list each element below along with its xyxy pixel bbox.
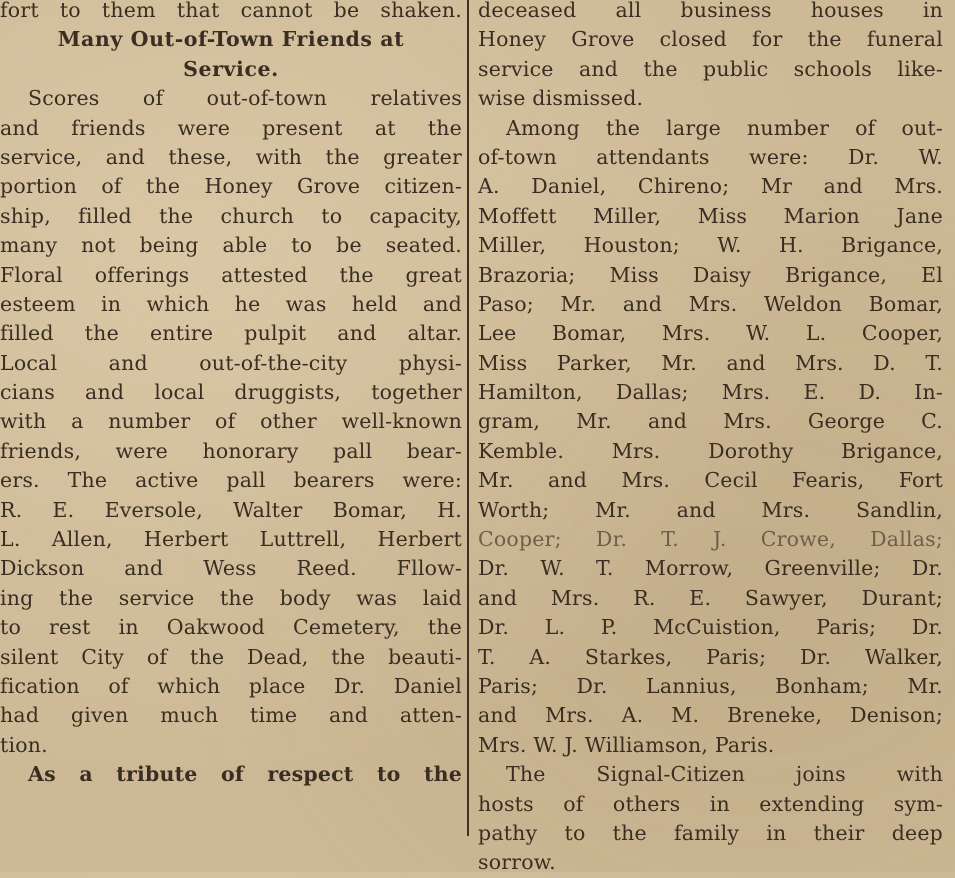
text-line: fort to them that cannot be shaken. — [0, 0, 462, 22]
text-line: A. Daniel, Chireno; Mr and Mrs. — [478, 174, 943, 199]
text-line: T. A. Starkes, Paris; Dr. Walker, — [478, 644, 943, 669]
text-line: Miss Parker, Mr. and Mrs. D. T. — [478, 350, 943, 375]
text-line: filled the entire pulpit and altar. — [0, 321, 462, 346]
text-line: ers. The active pall bearers were: — [0, 468, 462, 493]
text-line: Among the large number of out- — [506, 115, 943, 140]
text-line: sorrow. — [478, 850, 556, 875]
text-line: Kemble. Mrs. Dorothy Brigance, — [478, 438, 943, 463]
text-line: and friends were present at the — [0, 115, 462, 140]
text-line: Worth; Mr. and Mrs. Sandlin, — [478, 497, 943, 522]
text-line: with a number of other well-known — [0, 409, 462, 434]
text-line: portion of the Honey Grove citizen- — [0, 174, 462, 199]
column-divider — [467, 0, 469, 836]
text-line: Paso; Mr. and Mrs. Weldon Bomar, — [478, 291, 943, 316]
text-line: Honey Grove closed for the funeral — [478, 27, 943, 52]
text-line: Brazoria; Miss Daisy Brigance, El — [478, 262, 943, 287]
subheading-line: Service. — [183, 56, 279, 81]
text-line: many not being able to be seated. — [0, 233, 462, 258]
text-line: service and the public schools like- — [478, 56, 943, 81]
text-line: Mrs. W. J. Williamson, Paris. — [478, 732, 775, 757]
text-line: had given much time and atten- — [0, 703, 462, 728]
text-line: The Signal-Citizen joins with — [506, 762, 943, 787]
right-column — [478, 0, 943, 878]
text-line: friends, were honorary pall bear- — [0, 438, 462, 463]
text-line: As a tribute of respect to the — [28, 762, 462, 787]
text-line: service, and these, with the greater — [0, 144, 462, 169]
text-line: Dr. W. T. Morrow, Greenville; Dr. — [478, 556, 943, 581]
text-line: silent City of the Dead, the beauti- — [0, 644, 462, 669]
text-line: ing the service the body was laid — [0, 585, 462, 610]
text-line: Cooper; Dr. T. J. Crowe, Dallas; — [478, 527, 943, 552]
text-line: to rest in Oakwood Cemetery, the — [0, 615, 462, 640]
text-line: Hamilton, Dallas; Mrs. E. D. In- — [478, 380, 943, 405]
text-line: and Mrs. A. M. Breneke, Denison; — [478, 703, 943, 728]
text-line: Floral offerings attested the great — [0, 262, 462, 287]
text-line: deceased all business houses in — [478, 0, 943, 22]
text-line: Scores of out-of-town relatives — [28, 86, 462, 111]
subheading-line: Many Out-of-Town Friends at — [57, 27, 405, 52]
text-line: wise dismissed. — [478, 86, 644, 111]
text-line: ship, filled the church to capacity, — [0, 203, 462, 228]
text-line: of-town attendants were: Dr. W. — [478, 144, 943, 169]
text-line: Miller, Houston; W. H. Brigance, — [478, 233, 943, 258]
text-line: L. Allen, Herbert Luttrell, Herbert — [0, 527, 462, 552]
text-line: Paris; Dr. Lannius, Bonham; Mr. — [478, 673, 943, 698]
text-line: gram, Mr. and Mrs. George C. — [478, 409, 943, 434]
text-line: pathy to the family in their deep — [478, 820, 943, 845]
text-line: Dr. L. P. McCuistion, Paris; Dr. — [478, 615, 943, 640]
text-line: Lee Bomar, Mrs. W. L. Cooper, — [478, 321, 943, 346]
text-line: Dickson and Wess Reed. Fllow- — [0, 556, 462, 581]
text-line: Moffett Miller, Miss Marion Jane — [478, 203, 943, 228]
text-line: Local and out-of-the-city physi- — [0, 350, 462, 375]
text-line: cians and local druggists, together — [0, 380, 462, 405]
left-column — [0, 0, 462, 790]
text-line: hosts of others in extending sym- — [478, 791, 943, 816]
text-line: tion. — [0, 732, 48, 757]
text-line: R. E. Eversole, Walter Bomar, H. — [0, 497, 462, 522]
text-line: Mr. and Mrs. Cecil Fearis, Fort — [478, 468, 943, 493]
text-line: fication of which place Dr. Daniel — [0, 673, 462, 698]
text-line: and Mrs. R. E. Sawyer, Durant; — [478, 585, 943, 610]
text-line: esteem in which he was held and — [0, 291, 462, 316]
